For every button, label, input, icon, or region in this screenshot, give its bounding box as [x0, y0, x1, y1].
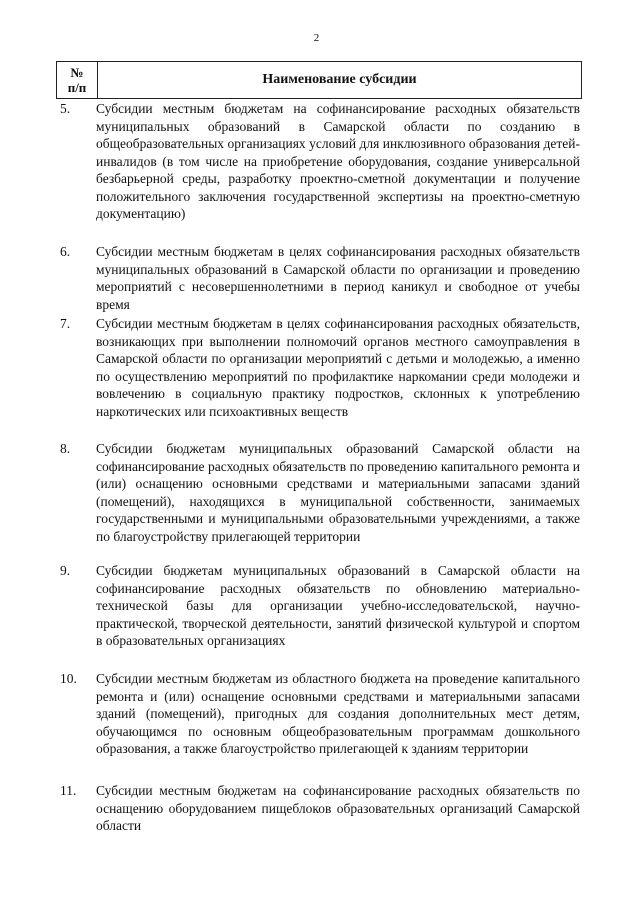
table-row — [56, 100, 582, 243]
row-number: 8. — [60, 441, 71, 456]
row-text: Субсидии местным бюджетам в целях софинансирования расходных обязательств муниципальных образований в Самарской области по организации и проведению мероприятий с несовершеннолетними в период каникул и свободное от учебы время — [96, 244, 580, 312]
header-number-column — [57, 62, 98, 98]
page-number: 2 — [313, 32, 320, 44]
table-row — [56, 670, 582, 782]
header-title: Наименование субсидии — [262, 72, 417, 87]
table-body — [56, 100, 582, 835]
row-number: 5. — [60, 101, 71, 116]
table-row — [56, 315, 582, 440]
row-number: 9. — [60, 563, 71, 578]
table-row — [56, 562, 582, 670]
table-header — [56, 61, 582, 99]
header-number-sign: № — [70, 65, 84, 80]
row-number: 11. — [60, 783, 77, 798]
header-number-abbr: п/п — [67, 80, 87, 95]
table-row — [56, 243, 582, 315]
table-row — [56, 782, 582, 835]
row-number: 6. — [60, 244, 71, 259]
table-row — [56, 440, 582, 562]
row-text: Субсидии местным бюджетам на софинансирование расходных обязательств муниципальных образований в Самарской области по созданию в общеобразовательных организациях условий для инклюзивного образования детей-инвалидов (в том числе на приобретение оборудования, создание универсальной безбарьерной среды, разработку проектно-сметной документации и получение положительного заключения государственной экспертизы на проектно-сметную документацию) — [96, 101, 580, 221]
row-text: Субсидии местным бюджетам из областного бюджета на проведение капитального ремонта и (или) оснащение основными средствами и материальными запасами зданий (помещений), пригодных для создания дополнительных мест детям, обучающимся по основным общеобразовательным программам дошкольного образования, а также благоустройство прилегающей к зданиям территории — [96, 671, 580, 756]
row-number: 10. — [60, 671, 77, 686]
row-number: 7. — [60, 316, 71, 331]
row-text: Субсидии местным бюджетам на софинансирование расходных обязательств по оснащению оборудованием пищеблоков образовательных организаций Самарской области — [96, 783, 580, 833]
row-text: Субсидии бюджетам муниципальных образований Самарской области на софинансирование расходных обязательств по проведению капитального ремонта и (или) оснащению основными средствами и материальными запасами зданий (помещений), находящихся в муниципальной собственности, занимаемых государственными и муниципальными образовательными учреждениями, а также по благоустройству прилегающей территории — [96, 441, 580, 544]
row-text: Субсидии бюджетам муниципальных образований в Самарской области на софинансирование расходных обязательств по обновлению материально-технической базы для организации учебно-исследовательской, научно-практической, творческой деятельности, занятий физической культурой и спортом в образовательных организациях — [96, 563, 580, 648]
row-text: Субсидии местным бюджетам в целях софинансирования расходных обязательств, возникающих при выполнении полномочий органов местного самоуправления в Самарской области по организации мероприятий с детьми и молодежью, а именно по осуществлению мероприятий по профилактике наркомании среди молодежи и вовлечению в социальную практику подростков, склонных к употреблению наркотических или психоактивных веществ — [96, 316, 580, 419]
